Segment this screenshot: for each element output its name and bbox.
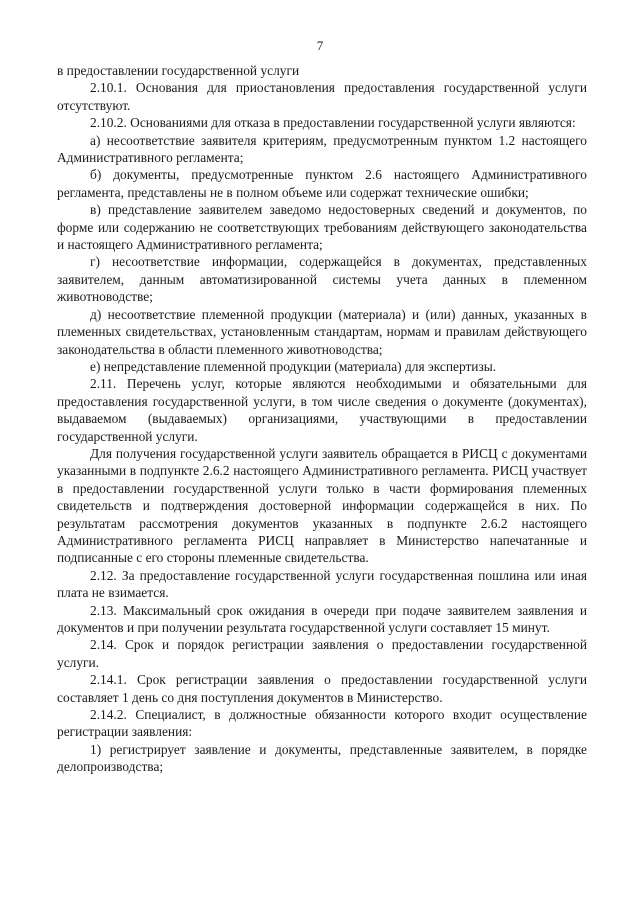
paragraph-2-14-1: 2.14.1. Срок регистрации заявления о предоставлении государственной услуги составляет 1 день со дня поступления документов в Министерство. [57, 672, 587, 705]
list-item-v: в) представление заявителем заведомо недостоверных сведений и документов, по форме или содержанию не соответствующих требованиям действующего законодательства и настоящего Административного регламента; [57, 202, 587, 253]
paragraph-risc: Для получения государственной услуги заявитель обращается в РИСЦ с документами указанными в подпункте 2.6.2 настоящего Административного регламента. РИСЦ участвует в предоставлении государственной услуги только в части формирования племенных свидетельств и подтверждения достоверной информации содержащейся в них. По результатам рассмотрения документов указанных в подпункте 2.6.2 настоящего Административного регламента РИСЦ направляет в Министерство напечатанные и подписанные с его стороны племенные свидетельства. [57, 445, 587, 566]
paragraph-2-11: 2.11. Перечень услуг, которые являются необходимыми и обязательными для предоставления государственной услуги, в том числе сведения о документе (документах), выдаваемом (выдаваемых) организациями, участвующими в предоставлении государственной услуги. [57, 376, 587, 444]
paragraph-2-10-1: 2.10.1. Основания для приостановления предоставления государственной услуги отсутствуют. [57, 80, 587, 113]
paragraph-2-10-2: 2.10.2. Основаниями для отказа в предоставлении государственной услуги являются: [90, 115, 576, 131]
document-body [57, 62, 587, 776]
list-item-b: б) документы, предусмотренные пунктом 2.6 настоящего Административного регламента, представлены не в полном объеме или содержат технические ошибки; [57, 167, 587, 200]
page-number: 7 [316, 38, 324, 53]
list-item-e: е) непредставление племенной продукции (материала) для экспертизы. [90, 358, 497, 374]
list-item-g: г) несоответствие информации, содержащейся в документах, представленных заявителем, данным автоматизированной системы учета данных в племенном животноводстве; [57, 254, 587, 305]
paragraph-continuation: в предоставлении государственной услуги [57, 63, 300, 78]
paragraph-2-14: 2.14. Срок и порядок регистрации заявления о предоставлении государственной услуги. [57, 637, 587, 670]
paragraph-2-14-2: 2.14.2. Специалист, в должностные обязанности которого входит осуществление регистрации заявления: [57, 707, 587, 740]
list-item-1: 1) регистрирует заявление и документы, представленные заявителем, в порядке делопроизводства; [57, 741, 587, 775]
paragraph-2-13: 2.13. Максимальный срок ожидания в очереди при подаче заявителем заявления и документов и при получении результата государственной услуги составляет 15 минут. [57, 602, 587, 635]
list-item-a: а) несоответствие заявителя критериям, предусмотренным пунктом 1.2 настоящего Административного регламента; [57, 132, 587, 166]
list-item-d: д) несоответствие племенной продукции (материала) и (или) данных, указанных в племенных свидетельствах, установленным стандартам, нормам и правилам действующего законодательства в области племенного животноводства; [57, 306, 587, 357]
paragraph-2-12: 2.12. За предоставление государственной услуги государственная пошлина или иная плата не взимается. [57, 567, 587, 601]
